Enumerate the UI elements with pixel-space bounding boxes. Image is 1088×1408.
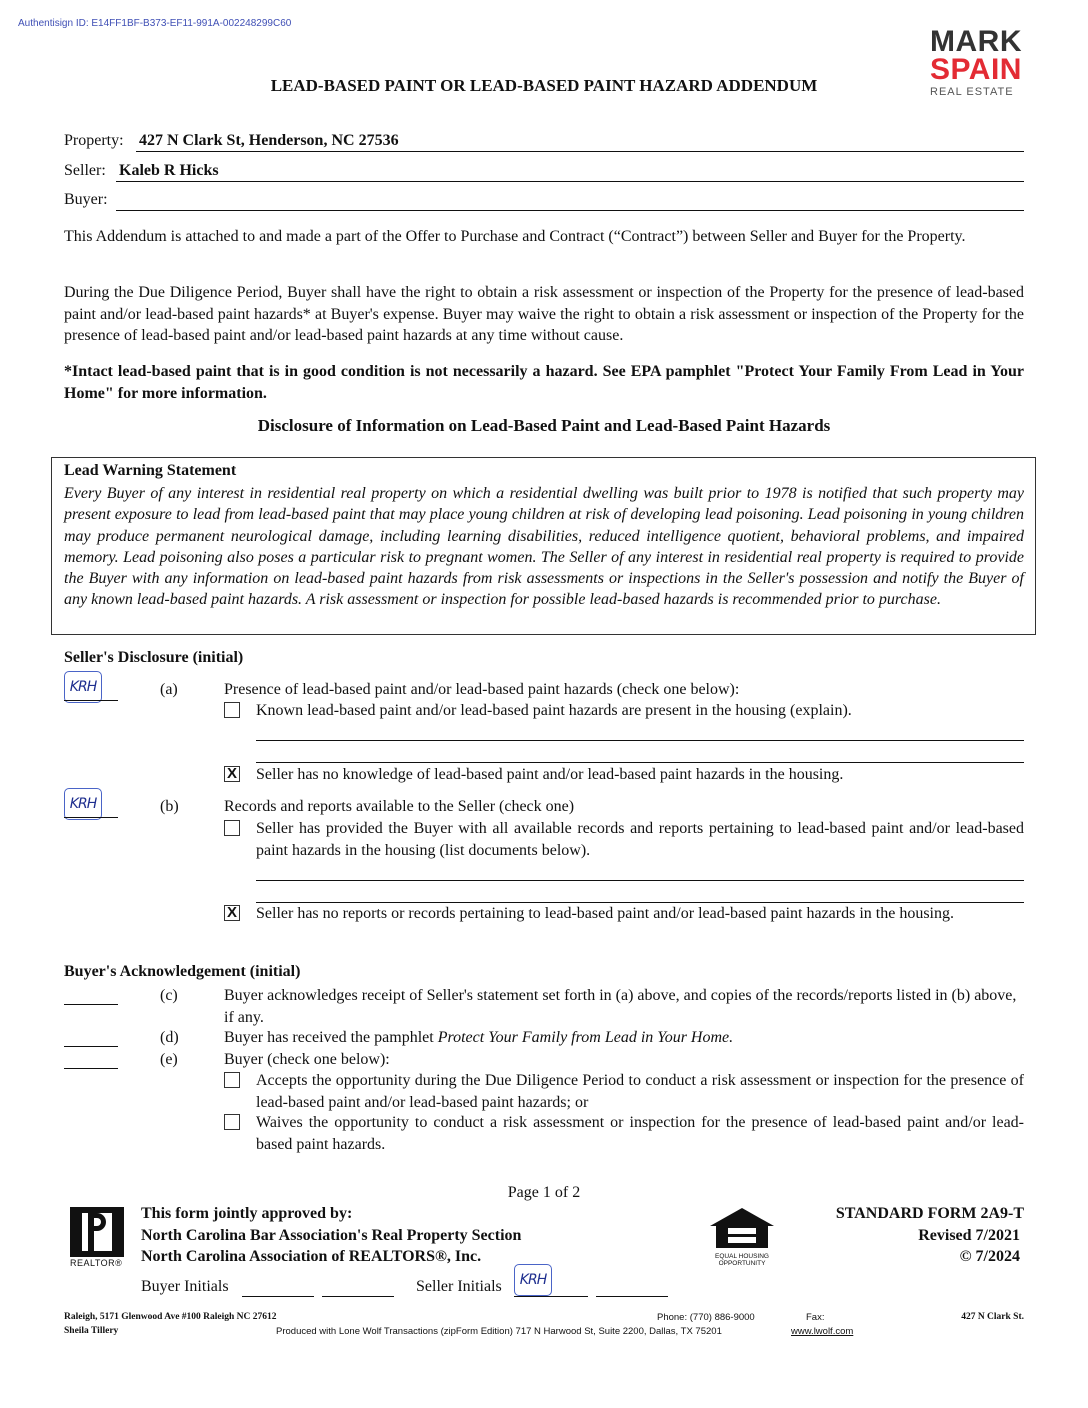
explain-line-1[interactable]	[256, 740, 1024, 741]
page-number: Page 1 of 2	[507, 1184, 581, 1201]
lead-warning-body: Every Buyer of any interest in residential real property on which a residential dwelling was built prior to 1978 is notified that such property may present exposure to lead from lead-based paint that may place young children at risk of developing lead poisoning. Lead poisoning in young children may produce permanent neurological damage, including learning disabilities, reduced intelligence quotient, behavioral problems, and impaired memory. Lead poisoning also poses a particular risk to pregnant women. The Seller of any interest in residential real property is required to provide the Buyer with any information on lead-based paint hazards from risk assessments or inspections in the Seller's possession and notify the Buyer of any known lead-based paint hazards. A risk assessment or inspection for possible lead-based hazards is recommended prior to purchase.	[64, 485, 1024, 609]
seller-value[interactable]: Kaleb R Hicks	[119, 162, 219, 179]
item-d-letter: (d)	[160, 1029, 179, 1046]
lead-warning-box	[51, 457, 1036, 635]
initials-line-a	[64, 700, 118, 701]
option-waives: Waives the opportunity to conduct a risk assessment or inspection for the presence of lead-based paint and/or lead-based paint hazards.	[256, 1114, 1024, 1153]
epa-note: *Intact lead-based paint that is in good condition is not necessarily a hazard. See EPA pamphlet "Protect Your Family From Lead in Your Home" for more information.	[64, 363, 1024, 402]
checkbox-accepts[interactable]	[224, 1072, 240, 1088]
form-revised: Revised 7/2021	[918, 1227, 1020, 1244]
lwolf-link[interactable]: www.lwolf.com	[791, 1326, 854, 1337]
property-line	[136, 151, 1024, 152]
logo-line-3: REAL ESTATE	[930, 86, 1014, 98]
buyer-ack-heading: Buyer's Acknowledgement (initial)	[64, 963, 301, 980]
footer-property: 427 N Clark St.	[961, 1312, 1024, 1322]
intro-paragraph: This Addendum is attached to and made a part of the Offer to Purchase and Contract (“Contract”) between Seller and Buyer for the Property.	[64, 228, 966, 245]
checkbox-waives[interactable]	[224, 1114, 240, 1130]
option-no-knowledge: Seller has no knowledge of lead-based paint and/or lead-based paint hazards in the housing.	[256, 766, 844, 783]
item-e-letter: (e)	[160, 1051, 178, 1068]
buyer-label: Buyer:	[64, 191, 108, 208]
seller-initials-label: Seller Initials	[416, 1278, 502, 1295]
option-no-records: Seller has no reports or records pertaining to lead-based paint and/or lead-based paint hazards in the housing.	[256, 905, 954, 922]
seller-label: Seller:	[64, 162, 106, 179]
property-label: Property:	[64, 132, 124, 149]
document-title: LEAD-BASED PAINT OR LEAD-BASED PAINT HAZARD ADDENDUM	[270, 76, 818, 95]
documents-line-1[interactable]	[256, 880, 1024, 881]
footer-fax: Fax:	[806, 1312, 825, 1323]
form-number: STANDARD FORM 2A9-T	[835, 1205, 1024, 1222]
checkbox-known-lead[interactable]	[224, 702, 240, 718]
seller-initials-footer[interactable]: KRH	[514, 1264, 552, 1296]
checkbox-no-records[interactable]: X	[224, 905, 240, 921]
item-e-text: Buyer (check one below):	[224, 1051, 390, 1068]
buyer-initials-c[interactable]	[64, 1004, 118, 1005]
item-b-text: Records and reports available to the Seller (check one)	[224, 798, 575, 815]
item-b-letter: (b)	[160, 798, 179, 815]
footer-agent: Sheila Tillery	[64, 1326, 119, 1336]
seller-field	[64, 158, 1024, 182]
approval-line-2: North Carolina Bar Association's Real Property Section	[141, 1227, 522, 1244]
seller-initials-a[interactable]: KRH	[64, 671, 102, 703]
lead-warning-title: Lead Warning Statement	[64, 462, 237, 479]
item-a-letter: (a)	[160, 681, 178, 698]
buyer-field	[64, 187, 1024, 211]
realtor-logo	[70, 1207, 124, 1257]
authentisign-id: Authentisign ID: E14FF1BF-B373-EF11-991A-002248299C60	[18, 18, 292, 29]
buyer-initials-label: Buyer Initials	[141, 1278, 229, 1295]
seller-initials-b[interactable]: KRH	[64, 788, 102, 820]
seller-line	[116, 181, 1024, 182]
approval-line-3: North Carolina Association of REALTORS®, Inc.	[141, 1248, 482, 1265]
logo-line-2: SPAIN	[930, 53, 1022, 86]
logo-line-1: MARK	[930, 25, 1022, 58]
approval-line-1: This form jointly approved by:	[141, 1205, 353, 1222]
disclosure-heading: Disclosure of Information on Lead-Based Paint and Lead-Based Paint Hazards	[257, 416, 831, 435]
pamphlet-title: Protect Your Family from Lead in Your Home.	[437, 1029, 734, 1046]
option-records-provided: Seller has provided the Buyer with all available records and reports pertaining to lead-based paint and/or lead-based paint hazards in the housing (list documents below).	[256, 820, 1024, 859]
option-known-lead: Known lead-based paint and/or lead-based paint hazards are present in the housing (explain).	[256, 702, 852, 719]
buyer-initials-2[interactable]	[322, 1296, 394, 1297]
seller-disclosure-heading: Seller's Disclosure (initial)	[64, 649, 244, 666]
due-diligence-paragraph: During the Due Diligence Period, Buyer shall have the right to obtain a risk assessment or inspection of the Property for the presence of lead-based paint and/or lead-based paint hazards* at Buyer's expense. Buyer may waive the right to obtain a risk assessment or inspection of the Property for the presence of lead-based paint and/or lead-based paint hazards at any time without cause.	[64, 284, 1024, 344]
item-c-letter: (c)	[160, 987, 178, 1004]
equal-housing-icon	[708, 1206, 776, 1252]
seller-initials-1[interactable]	[514, 1296, 588, 1297]
buyer-initials-e[interactable]	[64, 1068, 118, 1069]
buyer-initials-1[interactable]	[242, 1296, 314, 1297]
footer-office: Raleigh, 5171 Glenwood Ave #100 Raleigh NC 27612	[64, 1312, 277, 1322]
item-d-text	[224, 1027, 733, 1049]
checkbox-no-knowledge[interactable]: X	[224, 766, 240, 782]
property-value[interactable]: 427 N Clark St, Henderson, NC 27536	[139, 132, 399, 149]
realtor-label: REALTOR®	[70, 1258, 123, 1268]
option-accepts: Accepts the opportunity during the Due Diligence Period to conduct a risk assessment or inspection for the presence of lead-based paint and/or lead-based paint hazards; or	[256, 1072, 1024, 1111]
buyer-initials-d[interactable]	[64, 1046, 118, 1047]
item-c-text: Buyer acknowledges receipt of Seller's statement set forth in (a) above, and copies of the records/reports listed in (b) above, if any.	[224, 987, 1017, 1026]
form-copyright: © 7/2024	[959, 1248, 1020, 1265]
buyer-line	[116, 210, 1024, 211]
initials-line-b	[64, 817, 118, 818]
explain-line-2[interactable]	[256, 762, 1024, 763]
checkbox-records-provided[interactable]	[224, 820, 240, 836]
item-a-text: Presence of lead-based paint and/or lead-based paint hazards (check one below):	[224, 681, 740, 698]
property-field	[64, 128, 1024, 152]
item-d-text-plain: Buyer has received the pamphlet	[224, 1029, 438, 1046]
equal-housing-label: EQUAL HOUSING OPPORTUNITY	[715, 1253, 769, 1267]
footer-phone: Phone: (770) 886-9000	[657, 1312, 755, 1323]
footer-produced: Produced with Lone Wolf Transactions (zipForm Edition) 717 N Harwood St, Suite 2200, Dallas, TX 75201	[276, 1326, 722, 1337]
seller-initials-2[interactable]	[596, 1296, 668, 1297]
